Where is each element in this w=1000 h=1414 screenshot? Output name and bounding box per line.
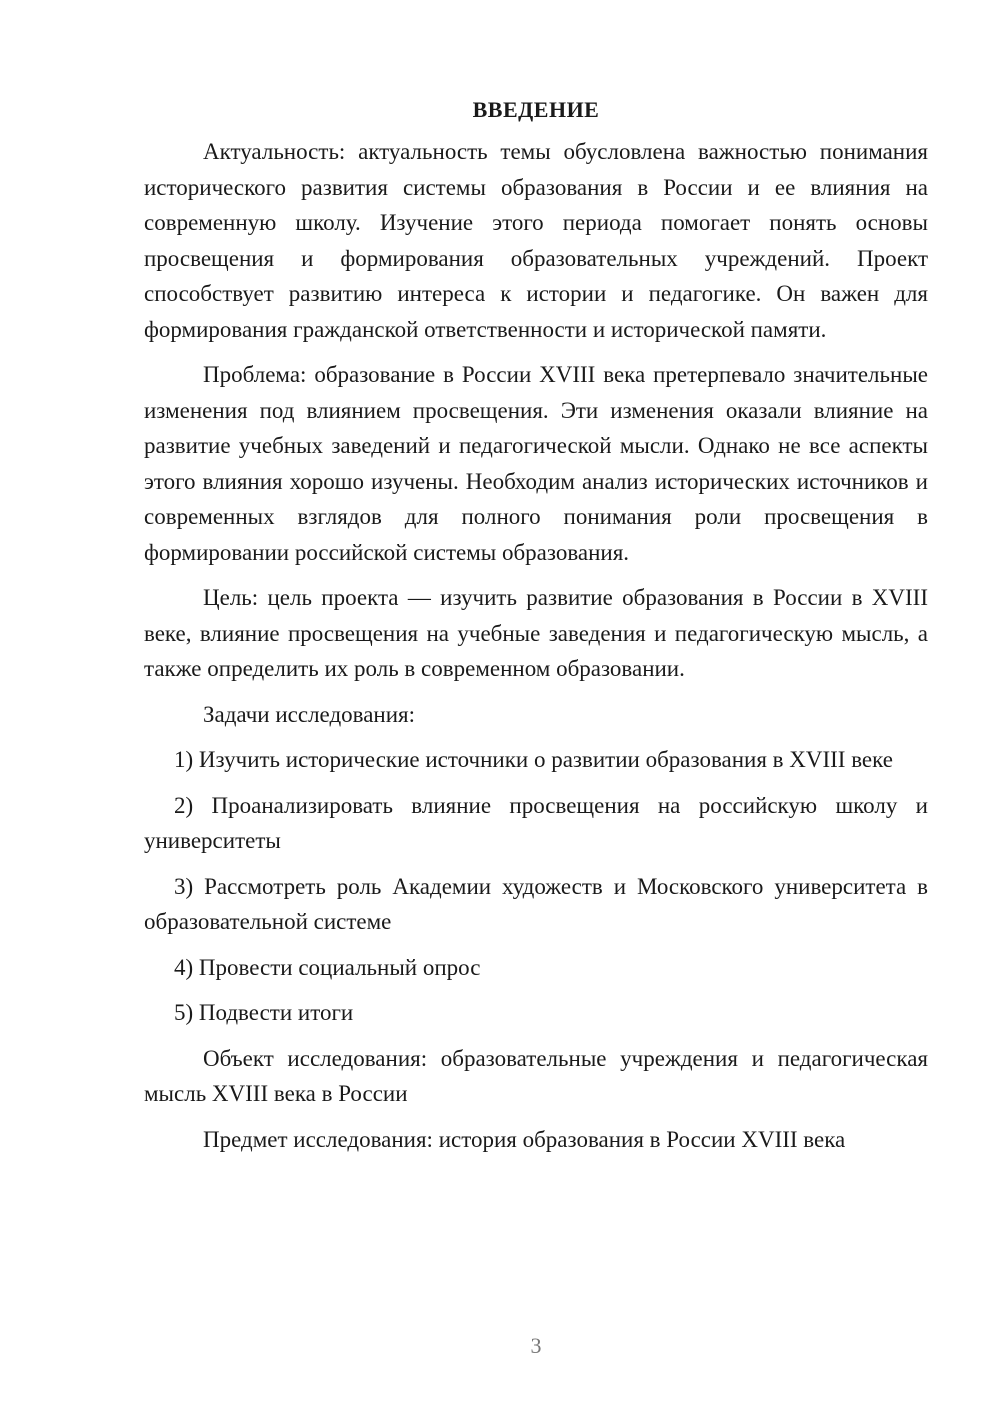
goal-paragraph: Цель: цель проекта — изучить развитие образования в России в XVIII веке, влияние просвещения на учебные заведения и педагогическую мысль, а также определить их роль в современном образовании. [144, 585, 928, 681]
object-paragraph: Объект исследования: образовательные учреждения и педагогическая мысль XVIII века в России [144, 1045, 928, 1106]
task-item-4: 4) Провести социальный опрос [174, 954, 481, 980]
tasks-title: Задачи исследования: [203, 701, 416, 727]
problem-paragraph: Проблема: образование в России XVIII века претерпевало значительные изменения под влиянием просвещения. Эти изменения оказали влияние на развитие учебных заведений и педагогической мысли. Однако не все аспекты этого влияния хорошо изучены. Необходим анализ исторических источников и современных взглядов для полного понимания роли просвещения в формировании российской системы образования. [144, 362, 928, 565]
task-item-1: 1) Изучить исторические источники о развитии образования в XVIII веке [174, 747, 893, 772]
page-number: 3 [530, 1333, 542, 1358]
section-heading: ВВЕДЕНИЕ [472, 97, 600, 122]
task-item-3: 3) Рассмотреть роль Академии художеств и Московского университета в образовательной системе [144, 873, 928, 934]
task-item-5: 5) Подвести итоги [174, 1000, 354, 1025]
page-content [144, 92, 928, 1167]
subject-paragraph: Предмет исследования: история образования в России XVIII века [203, 1126, 846, 1152]
task-item-2: 2) Проанализировать влияние просвещения на российскую школу и университеты [144, 792, 928, 853]
relevance-paragraph: Актуальность: актуальность темы обусловлена важностью понимания исторического развития системы образования в России и ее влияния на современную школу. Изучение этого периода помогает понять основы просвещения и формирования образовательных учреждений. Проект способствует развитию интереса к истории и педагогике. Он важен для формирования гражданской ответственности и исторической памяти. [144, 139, 928, 342]
